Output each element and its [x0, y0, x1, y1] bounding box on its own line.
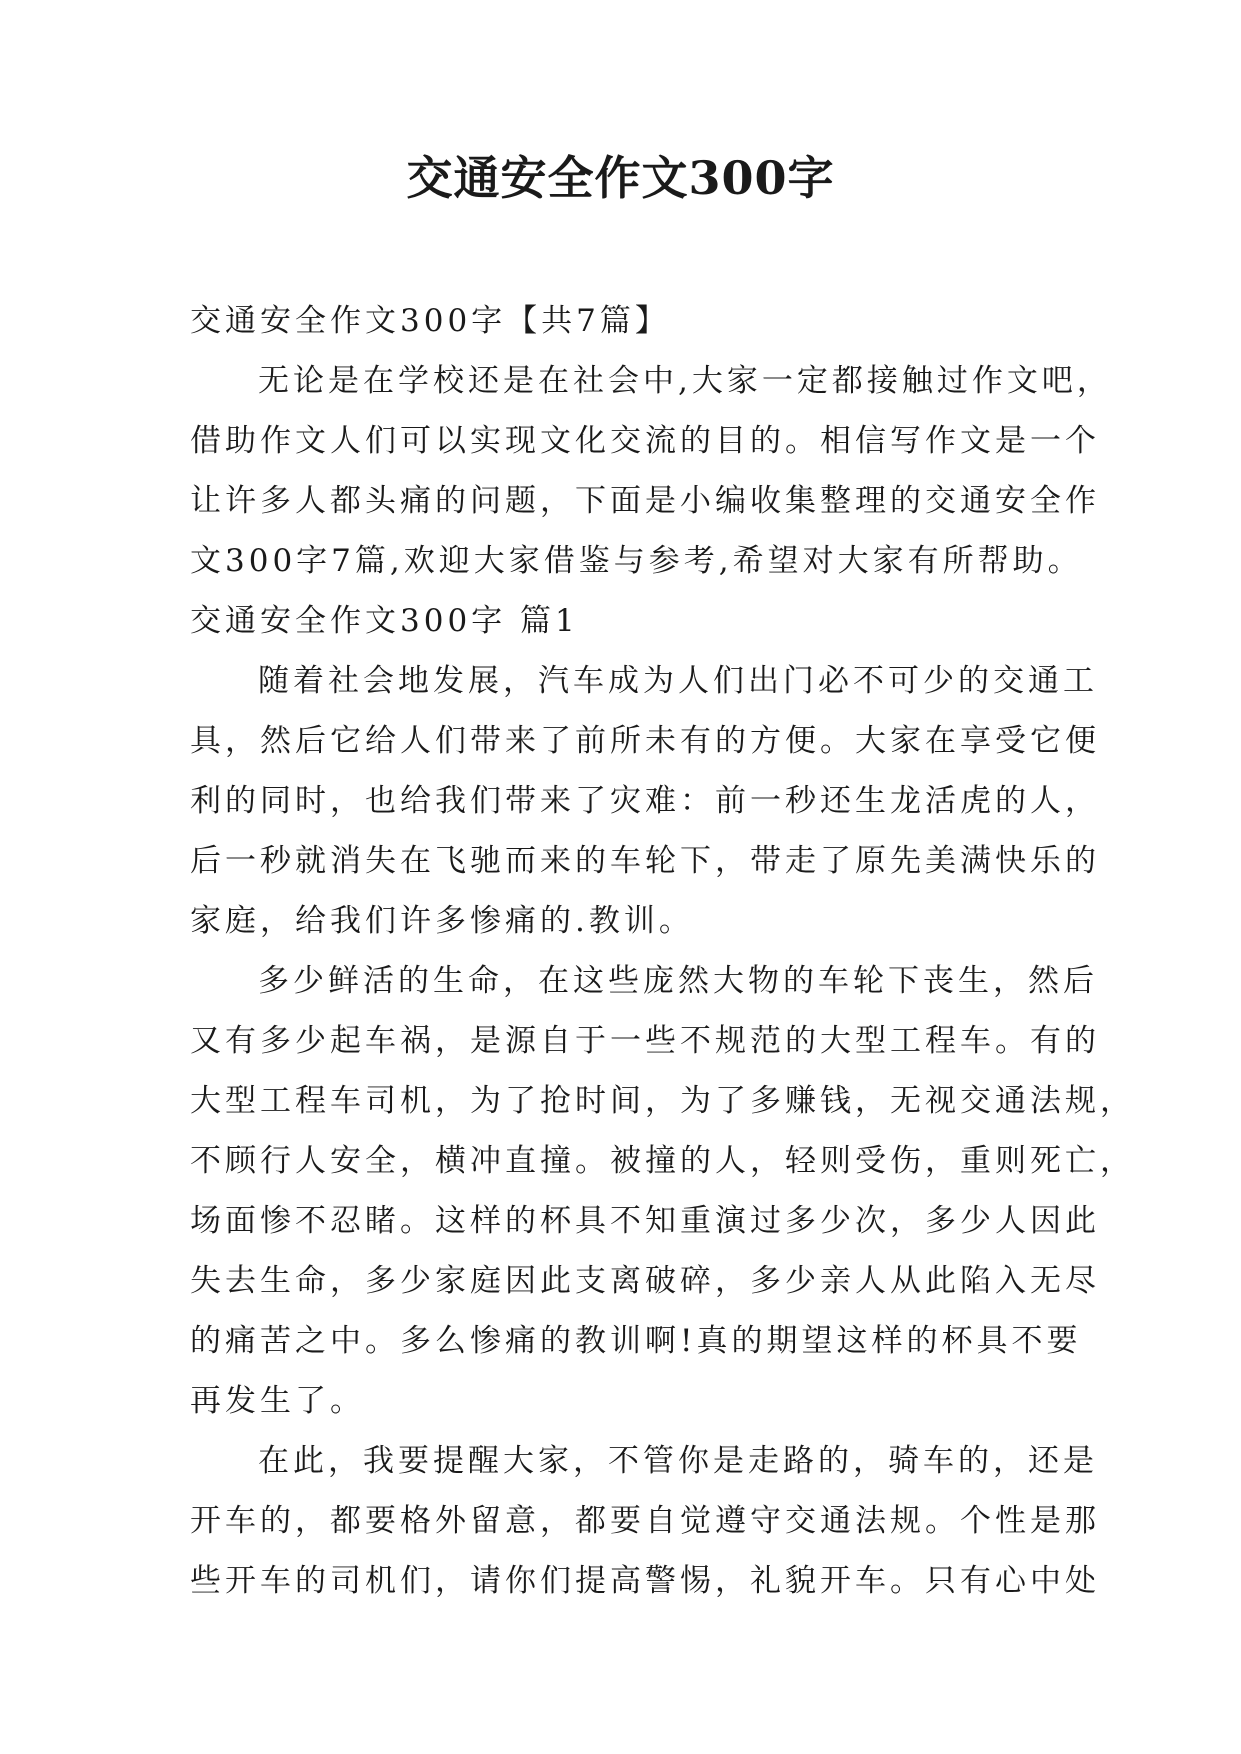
text-line: 交通安全作文300字【共7篇】 — [190, 303, 670, 339]
text-line: 大型工程车司机，为了抢时间，为了多赚钱，无视交通法规， — [190, 1083, 1135, 1119]
text-line: 家庭，给我们许多惨痛的.教训。 — [190, 903, 694, 939]
text-line: 再发生了。 — [190, 1383, 365, 1419]
document-title: 交通安全作文300字 — [406, 151, 835, 205]
text-line: 又有多少起车祸，是源自于一些不规范的大型工程车。有的 — [190, 1023, 1100, 1059]
text-line: 在此，我要提醒大家，不管你是走路的，骑车的，还是 — [258, 1443, 1098, 1479]
text-line: 文300字7篇,欢迎大家借鉴与参考,希望对大家有所帮助。 — [190, 543, 1083, 579]
text-line: 开车的，都要格外留意，都要自觉遵守交通法规。个性是那 — [190, 1503, 1100, 1539]
text-line: 多少鲜活的生命，在这些庞然大物的车轮下丧生，然后 — [258, 963, 1098, 999]
text-line: 无论是在学校还是在社会中,大家一定都接触过作文吧， — [258, 363, 1112, 399]
text-line: 随着社会地发展，汽车成为人们出门必不可少的交通工 — [258, 663, 1098, 699]
text-line: 失去生命，多少家庭因此支离破碎，多少亲人从此陷入无尽 — [190, 1263, 1100, 1299]
text-line: 的痛苦之中。多么惨痛的教训啊!真的期望这样的杯具不要 — [190, 1323, 1082, 1359]
text-line: 后一秒就消失在飞驰而来的车轮下，带走了原先美满快乐的 — [190, 843, 1100, 879]
text-line: 不顾行人安全，横冲直撞。被撞的人，轻则受伤，重则死亡， — [190, 1143, 1135, 1179]
text-line: 让许多人都头痛的问题，下面是小编收集整理的交通安全作 — [190, 483, 1100, 519]
document-body — [190, 291, 1135, 1611]
text-line: 交通安全作文300字 篇1 — [190, 603, 579, 639]
text-line: 些开车的司机们，请你们提高警惕，礼貌开车。只有心中处 — [190, 1563, 1100, 1599]
text-line: 利的同时，也给我们带来了灾难：前一秒还生龙活虎的人， — [190, 783, 1100, 819]
text-line: 场面惨不忍睹。这样的杯具不知重演过多少次，多少人因此 — [190, 1203, 1100, 1239]
text-line: 具，然后它给人们带来了前所未有的方便。大家在享受它便 — [190, 723, 1100, 759]
text-line: 借助作文人们可以实现文化交流的目的。相信写作文是一个 — [190, 423, 1100, 459]
